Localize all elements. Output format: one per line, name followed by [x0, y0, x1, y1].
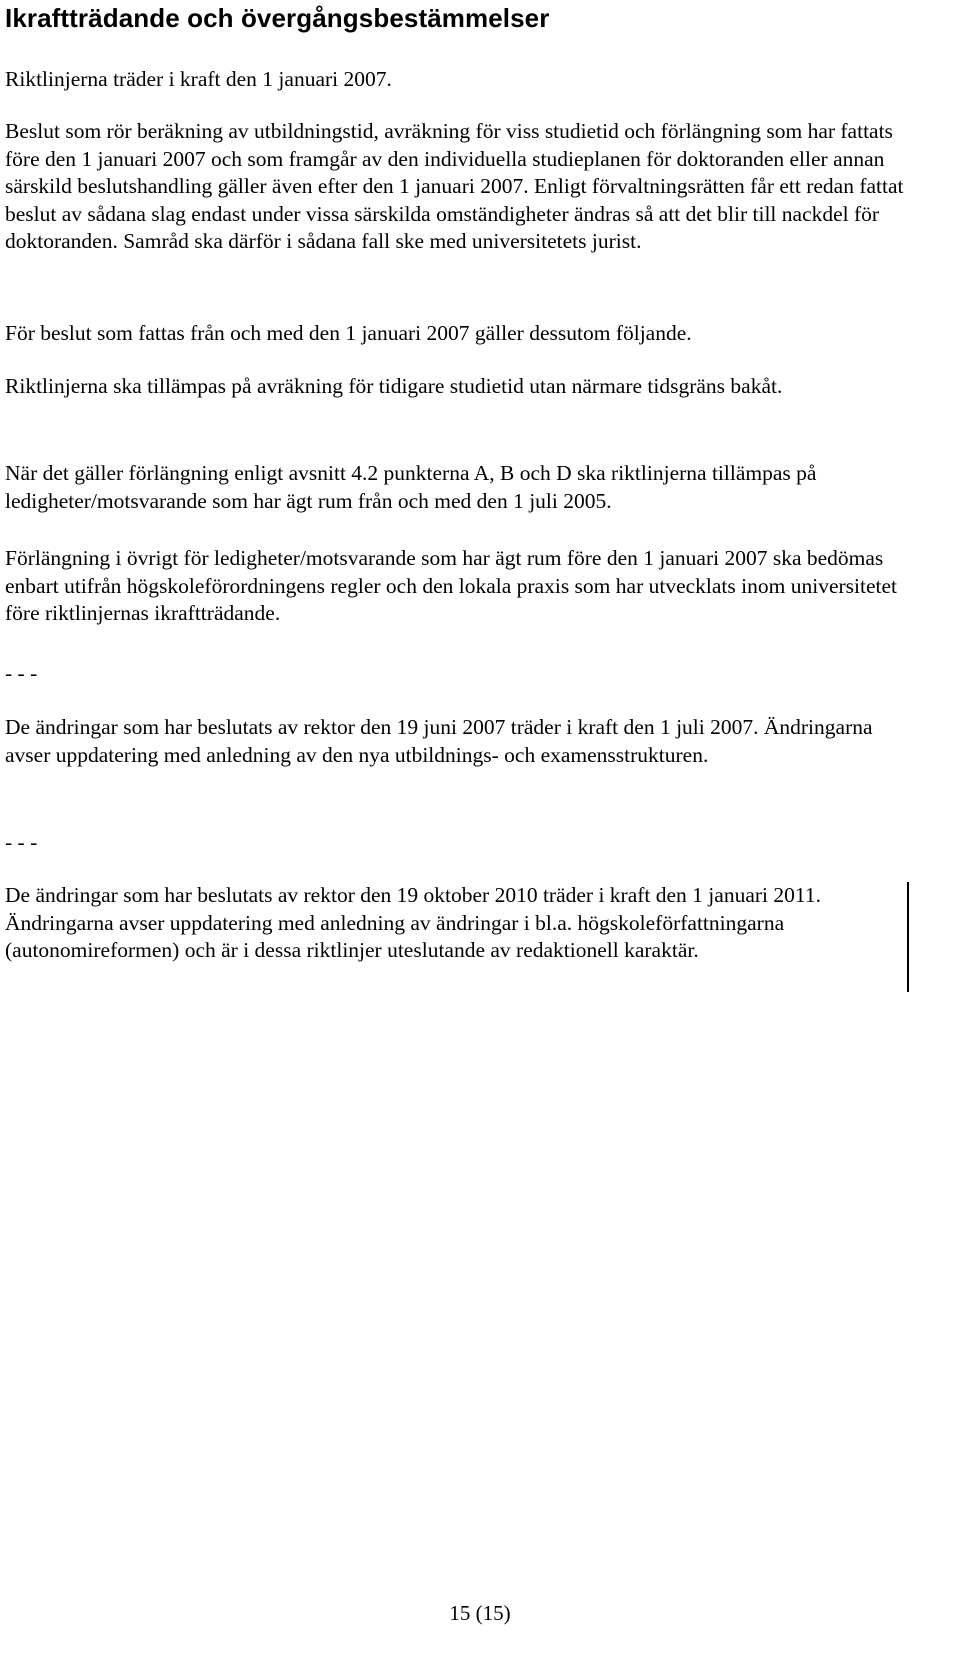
paragraph-amendment-2010: De ändringar som har beslutats av rektor den 19 oktober 2010 träder i kraft den 1 januari 2011. Ändringarna avser uppdatering med anledning av ändringar i bl.a. högskoleförfattningarna (autonomireformen) och är i dessa riktlinjer uteslutande av redaktionell karaktär. — [5, 883, 821, 962]
revision-change-bar — [907, 882, 909, 992]
paragraph-crediting: Riktlinjerna ska tillämpas på avräkning för tidigare studietid utan närmare tidsgräns bakåt. — [5, 374, 783, 398]
paragraph-new-decisions: För beslut som fattas från och med den 1 januari 2007 gäller dessutom följande. — [5, 321, 692, 345]
paragraph-effective-date: Riktlinjerna träder i kraft den 1 januari 2007. — [5, 67, 392, 91]
paragraph-extension-sections: När det gäller förlängning enligt avsnitt 4.2 punkterna A, B och D ska riktlinjerna tillämpas på ledigheter/motsvarande som har ägt rum från och med den 1 juli 2005. — [5, 461, 817, 513]
paragraph-amendment-2007: De ändringar som har beslutats av rektor den 19 juni 2007 träder i kraft den 1 juli 2007. Ändringarna avser uppdatering med anledning av den nya utbildnings- och examensstrukturen. — [5, 715, 873, 767]
separator: - - - — [5, 661, 38, 685]
page-number: 15 (15) — [449, 1601, 511, 1625]
separator: - - - — [5, 830, 38, 854]
paragraph-extension-other: Förlängning i övrigt för ledigheter/motsvarande som har ägt rum före den 1 januari 2007 ska bedömas enbart utifrån högskoleförordningens regler och den lokala praxis som har utvecklats inom universitetet före riktlinjernas ikraftträdande. — [5, 546, 897, 625]
document-page — [5, 0, 920, 962]
paragraph-prior-decisions: Beslut som rör beräkning av utbildningstid, avräkning för viss studietid och förlängning som har fattats före den 1 januari 2007 och som framgår av den individuella studieplanen för doktoranden eller annan särskild beslutshandling gäller även efter den 1 januari 2007. Enligt förvaltningsrätten får ett redan fattat beslut av sådana slag endast under vissa särskilda omständigheter ändras så att det blir till nackdel för doktoranden. Samråd ska därför i sådana fall ske med universitetets jurist. — [5, 119, 904, 253]
section-heading: Ikraftträdande och övergångsbestämmelser — [5, 3, 550, 33]
